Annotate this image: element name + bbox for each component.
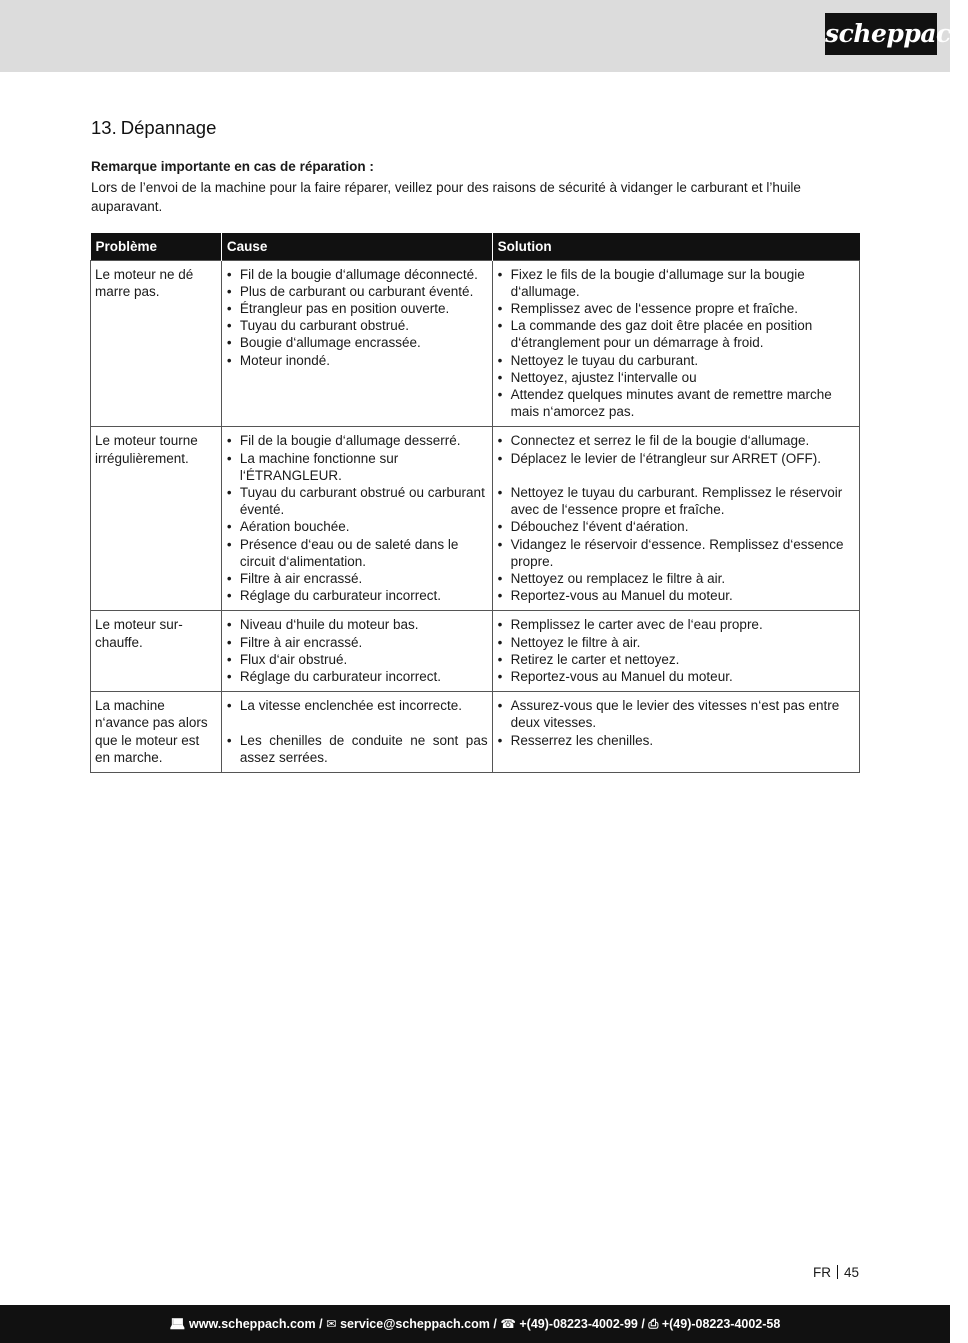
header-problem: Problème xyxy=(91,233,222,260)
computer-icon: 💻︎ xyxy=(169,1317,186,1331)
page-number-value: 45 xyxy=(843,1265,859,1280)
list-item: • Réglage du carburateur incorrect. xyxy=(226,668,488,685)
notice-text: Lors de l’envoi de la machine pour la faire réparer, veillez pour des raisons de sécurité à vidanger le carburant et l’huile auparavant. xyxy=(91,180,801,214)
footer-separator: / xyxy=(493,1317,497,1331)
list-item: • Remplissez le carter avec de l‘eau propre. xyxy=(497,616,855,633)
phone-icon: ☎︎ xyxy=(500,1317,516,1331)
list-item: • Réglage du carburateur incorrect. xyxy=(226,587,488,604)
list-item: • Bougie d‘allumage encrassée. xyxy=(226,334,488,351)
table-row xyxy=(91,427,860,611)
list-item: • Moteur inondé. xyxy=(226,352,488,369)
mail-icon: ✉︎ xyxy=(326,1317,337,1331)
list-item: • Filtre à air encrassé. xyxy=(226,570,488,587)
problem-cell: Le moteur ne dé marre pas. xyxy=(91,260,222,427)
list-item: • Fil de la bougie d‘allumage déconnecté. xyxy=(226,266,488,283)
list-item: • Étrangleur pas en position ouverte. xyxy=(226,300,488,317)
solution-cell xyxy=(492,427,859,611)
fax-icon: ⎙ xyxy=(648,1317,659,1331)
list-item: • Tuyau du carburant obstrué ou carburant éventé. xyxy=(226,484,488,518)
list-item: • La commande des gaz doit être placée en position d‘étranglement pour un démarrage à froid. xyxy=(497,317,855,351)
list-item: • Présence d‘eau ou de saleté dans le circuit d‘alimentation. xyxy=(226,536,488,570)
problem-cell: Le moteur sur-chauffe. xyxy=(91,611,222,692)
footer-web[interactable]: www.scheppach.com xyxy=(189,1317,316,1331)
footer-phone: +(49)-08223-4002-99 xyxy=(519,1317,638,1331)
list-item: • Tuyau du carburant obstrué. xyxy=(226,317,488,334)
list-item: • Fil de la bougie d‘allumage desserré. xyxy=(226,432,488,449)
page-number-divider xyxy=(837,1265,838,1279)
contact-footer xyxy=(0,1305,950,1343)
troubleshooting-table xyxy=(90,233,860,773)
page-number xyxy=(813,1265,859,1280)
cause-cell xyxy=(221,611,492,692)
list-item: • Flux d‘air obstrué. xyxy=(226,651,488,668)
brand-logo: scheppach xyxy=(825,13,937,55)
solution-cell xyxy=(492,692,859,773)
list-item: • Connectez et serrez le fil de la bougie d‘allumage. xyxy=(497,432,855,449)
header-cause: Cause xyxy=(221,233,492,260)
table-row xyxy=(91,260,860,427)
list-item: • Nettoyez le tuyau du carburant. Remplissez le réservoir avec de l‘essence propre et fraîche. xyxy=(497,484,855,518)
section-number: 13. xyxy=(91,117,117,138)
list-item: • Déplacez le levier de l‘étrangleur sur ARRET (OFF). xyxy=(497,450,855,467)
list-item: • Assurez-vous que le levier des vitesses n‘est pas entre deux vitesses. xyxy=(497,697,855,731)
footer-email[interactable]: service@scheppach.com xyxy=(340,1317,490,1331)
solution-cell xyxy=(492,260,859,427)
list-item: • Reportez-vous au Manuel du moteur. xyxy=(497,668,855,685)
footer-separator: / xyxy=(319,1317,323,1331)
list-item: • La vitesse enclenchée est incorrecte. xyxy=(226,697,488,714)
list-item: • Plus de carburant ou carburant éventé. xyxy=(226,283,488,300)
list-item: • Nettoyez le filtre à air. xyxy=(497,634,855,651)
list-item: • Nettoyez, ajustez l‘intervalle ou xyxy=(497,369,855,386)
table-row xyxy=(91,692,860,773)
list-item: • Fixez le fils de la bougie d‘allumage sur la bougie d‘allumage. xyxy=(497,266,855,300)
page-language: FR xyxy=(812,1265,831,1280)
header-solution: Solution xyxy=(492,233,859,260)
footer-separator: / xyxy=(641,1317,645,1331)
list-item: • Reportez-vous au Manuel du moteur. xyxy=(497,587,855,604)
cause-cell xyxy=(221,260,492,427)
list-item: • Nettoyez le tuyau du carburant. xyxy=(497,352,855,369)
solution-cell xyxy=(492,611,859,692)
header-band xyxy=(0,0,968,72)
list-item: • Remplissez avec de l‘essence propre et fraîche. xyxy=(497,300,855,317)
section-title xyxy=(91,117,216,139)
list-item: • La machine fonctionne sur l‘ÉTRANGLEUR. xyxy=(226,450,488,484)
list-item: • Filtre à air encrassé. xyxy=(226,634,488,651)
list-item: • Vidangez le réservoir d‘essence. Remplissez d‘essence propre. xyxy=(497,536,855,570)
problem-cell: La machine n‘avance pas alors que le moteur est en marche. xyxy=(91,692,222,773)
cause-cell xyxy=(221,427,492,611)
cause-cell xyxy=(221,692,492,773)
footer-fax: +(49)-08223-4002-58 xyxy=(661,1317,781,1331)
list-item: • Nettoyez ou remplacez le filtre à air. xyxy=(497,570,855,587)
list-item: • Retirez le carter et nettoyez. xyxy=(497,651,855,668)
problem-cell: Le moteur tourne irrégulièrement. xyxy=(91,427,222,611)
notice-heading: Remarque importante en cas de réparation : xyxy=(91,159,374,174)
table-header-row xyxy=(91,233,860,260)
list-item: • Aération bouchée. xyxy=(226,518,488,535)
list-item: • Resserrez les chenilles. xyxy=(497,732,855,749)
list-item: • Débouchez l‘évent d‘aération. xyxy=(497,518,855,535)
list-item: • Les chenilles de conduite ne sont pas assez serrées. xyxy=(226,732,488,766)
section-title-text: Dépannage xyxy=(120,117,217,138)
list-item: • Niveau d‘huile du moteur bas. xyxy=(226,616,488,633)
table-row xyxy=(91,611,860,692)
list-item: • Attendez quelques minutes avant de remettre marche mais n‘amorcez pas. xyxy=(497,386,855,420)
